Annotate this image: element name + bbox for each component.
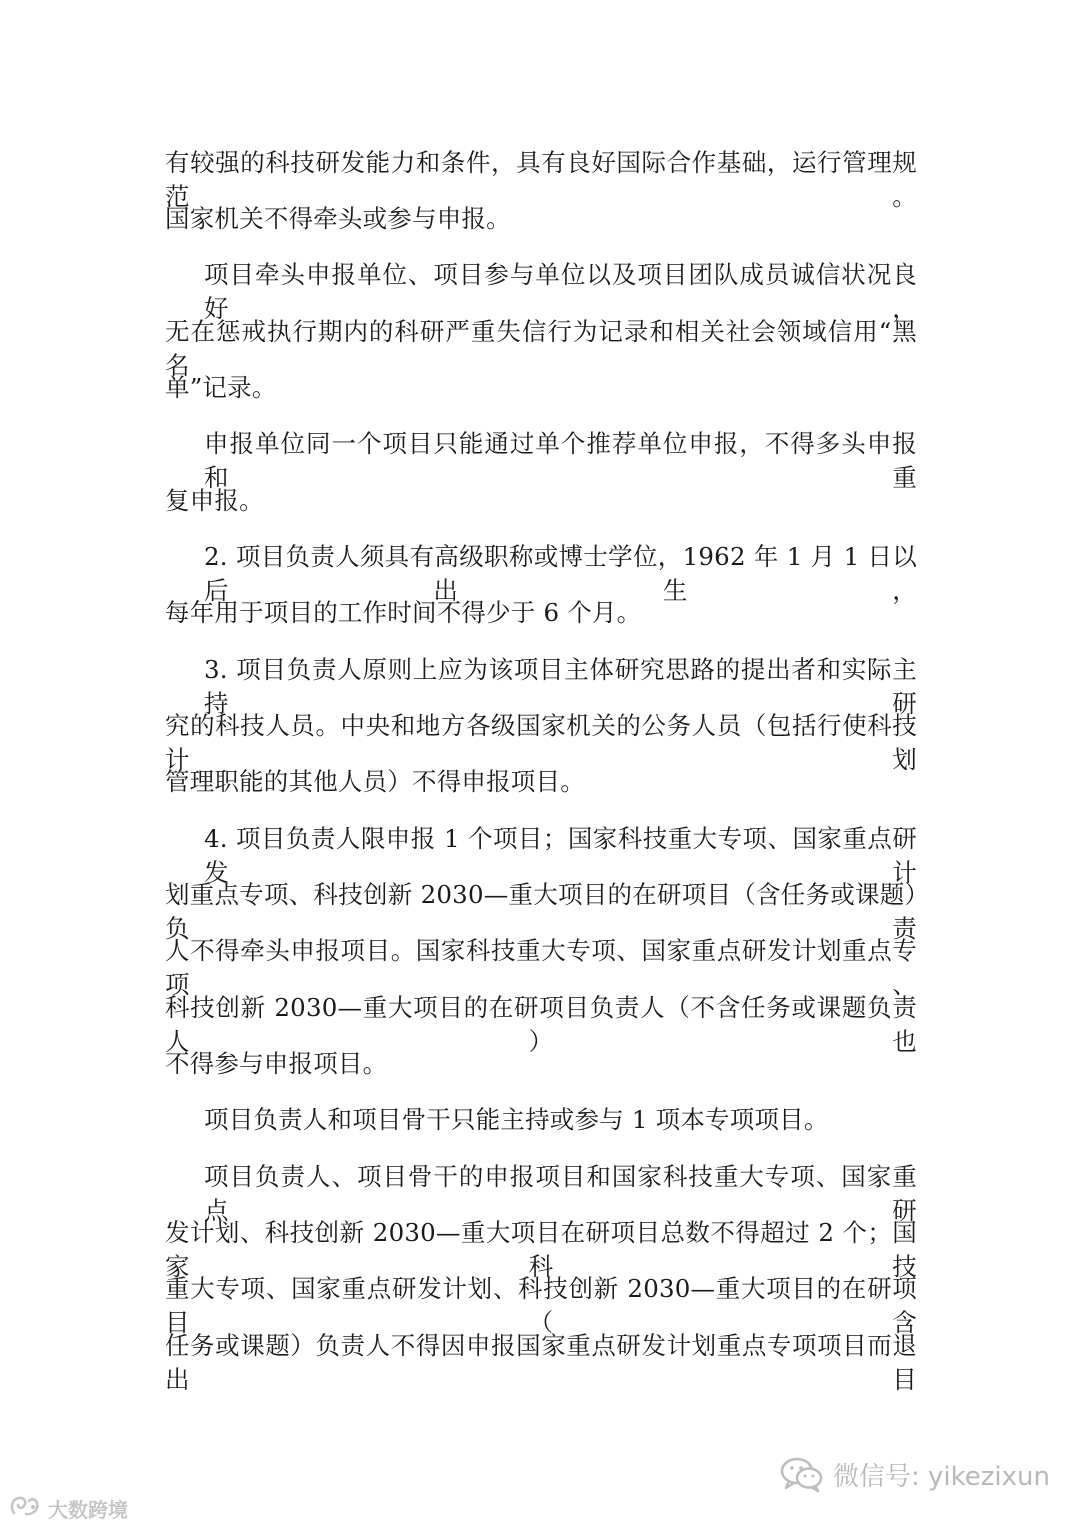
logo-icon (8, 1493, 42, 1524)
text-line: 每年用于项目的工作时间不得少于 6 个月。 (165, 598, 642, 627)
text-line: 科技创新 2030—重大项目的在研项目负责人（不含任务或课题负责人）也 (165, 993, 917, 1056)
text-line: 人不得牵头申报项目。国家科技重大专项、国家重点研发计划重点专项、 (165, 936, 917, 999)
text-line: 3. 项目负责人原则上应为该项目主体研究思路的提出者和实际主持研 (204, 655, 917, 718)
brand-text: 大数跨境 (48, 1497, 128, 1522)
text-line: 项目牵头申报单位、项目参与单位以及项目团队成员诚信状况良好， (204, 260, 917, 323)
wechat-watermark (779, 1452, 1050, 1496)
text-line: 4. 项目负责人限申报 1 个项目；国家科技重大专项、国家重点研发计 (204, 824, 917, 887)
text-line: 不得参与申报项目。 (165, 1049, 388, 1078)
text-line: 项目负责人、项目骨干的申报项目和国家科技重大专项、国家重点研 (204, 1162, 917, 1225)
text-line: 项目负责人和项目骨干只能主持或参与 1 项本专项项目。 (204, 1105, 829, 1134)
text-line: 任务或课题）负责人不得因申报国家重点研发计划重点专项项目而退出目 (165, 1331, 917, 1394)
text-line: 管理职能的其他人员）不得申报项目。 (165, 767, 585, 796)
text-line: 重大专项、国家重点研发计划、科技创新 2030—重大项目的在研项目（含 (165, 1274, 917, 1337)
wechat-id-text: 微信号: yikezixun (833, 1461, 1050, 1492)
text-line: 无在惩戒执行期内的科研严重失信行为记录和相关社会领域信用“黑名 (165, 317, 917, 380)
text-line: 国家机关不得牵头或参与申报。 (165, 204, 511, 233)
brand-watermark (8, 1492, 128, 1524)
text-line: 发计划、科技创新 2030—重大项目在研项目总数不得超过 2 个；国家科技 (165, 1218, 917, 1281)
text-line: 有较强的科技研发能力和条件，具有良好国际合作基础，运行管理规范。 (165, 148, 917, 211)
text-line: 究的科技人员。中央和地方各级国家机关的公务人员（包括行使科技计划 (165, 711, 917, 774)
text-line: 复申报。 (165, 486, 264, 515)
text-line: 2. 项目负责人须具有高级职称或博士学位，1962 年 1 月 1 日以后出生， (204, 542, 917, 605)
text-line: 划重点专项、科技创新 2030—重大项目的在研项目（含任务或课题）负责 (165, 880, 917, 943)
text-line: 单”记录。 (165, 373, 277, 402)
text-line: 申报单位同一个项目只能通过单个推荐单位申报，不得多头申报和重 (204, 429, 917, 492)
wechat-icon (779, 1455, 825, 1493)
